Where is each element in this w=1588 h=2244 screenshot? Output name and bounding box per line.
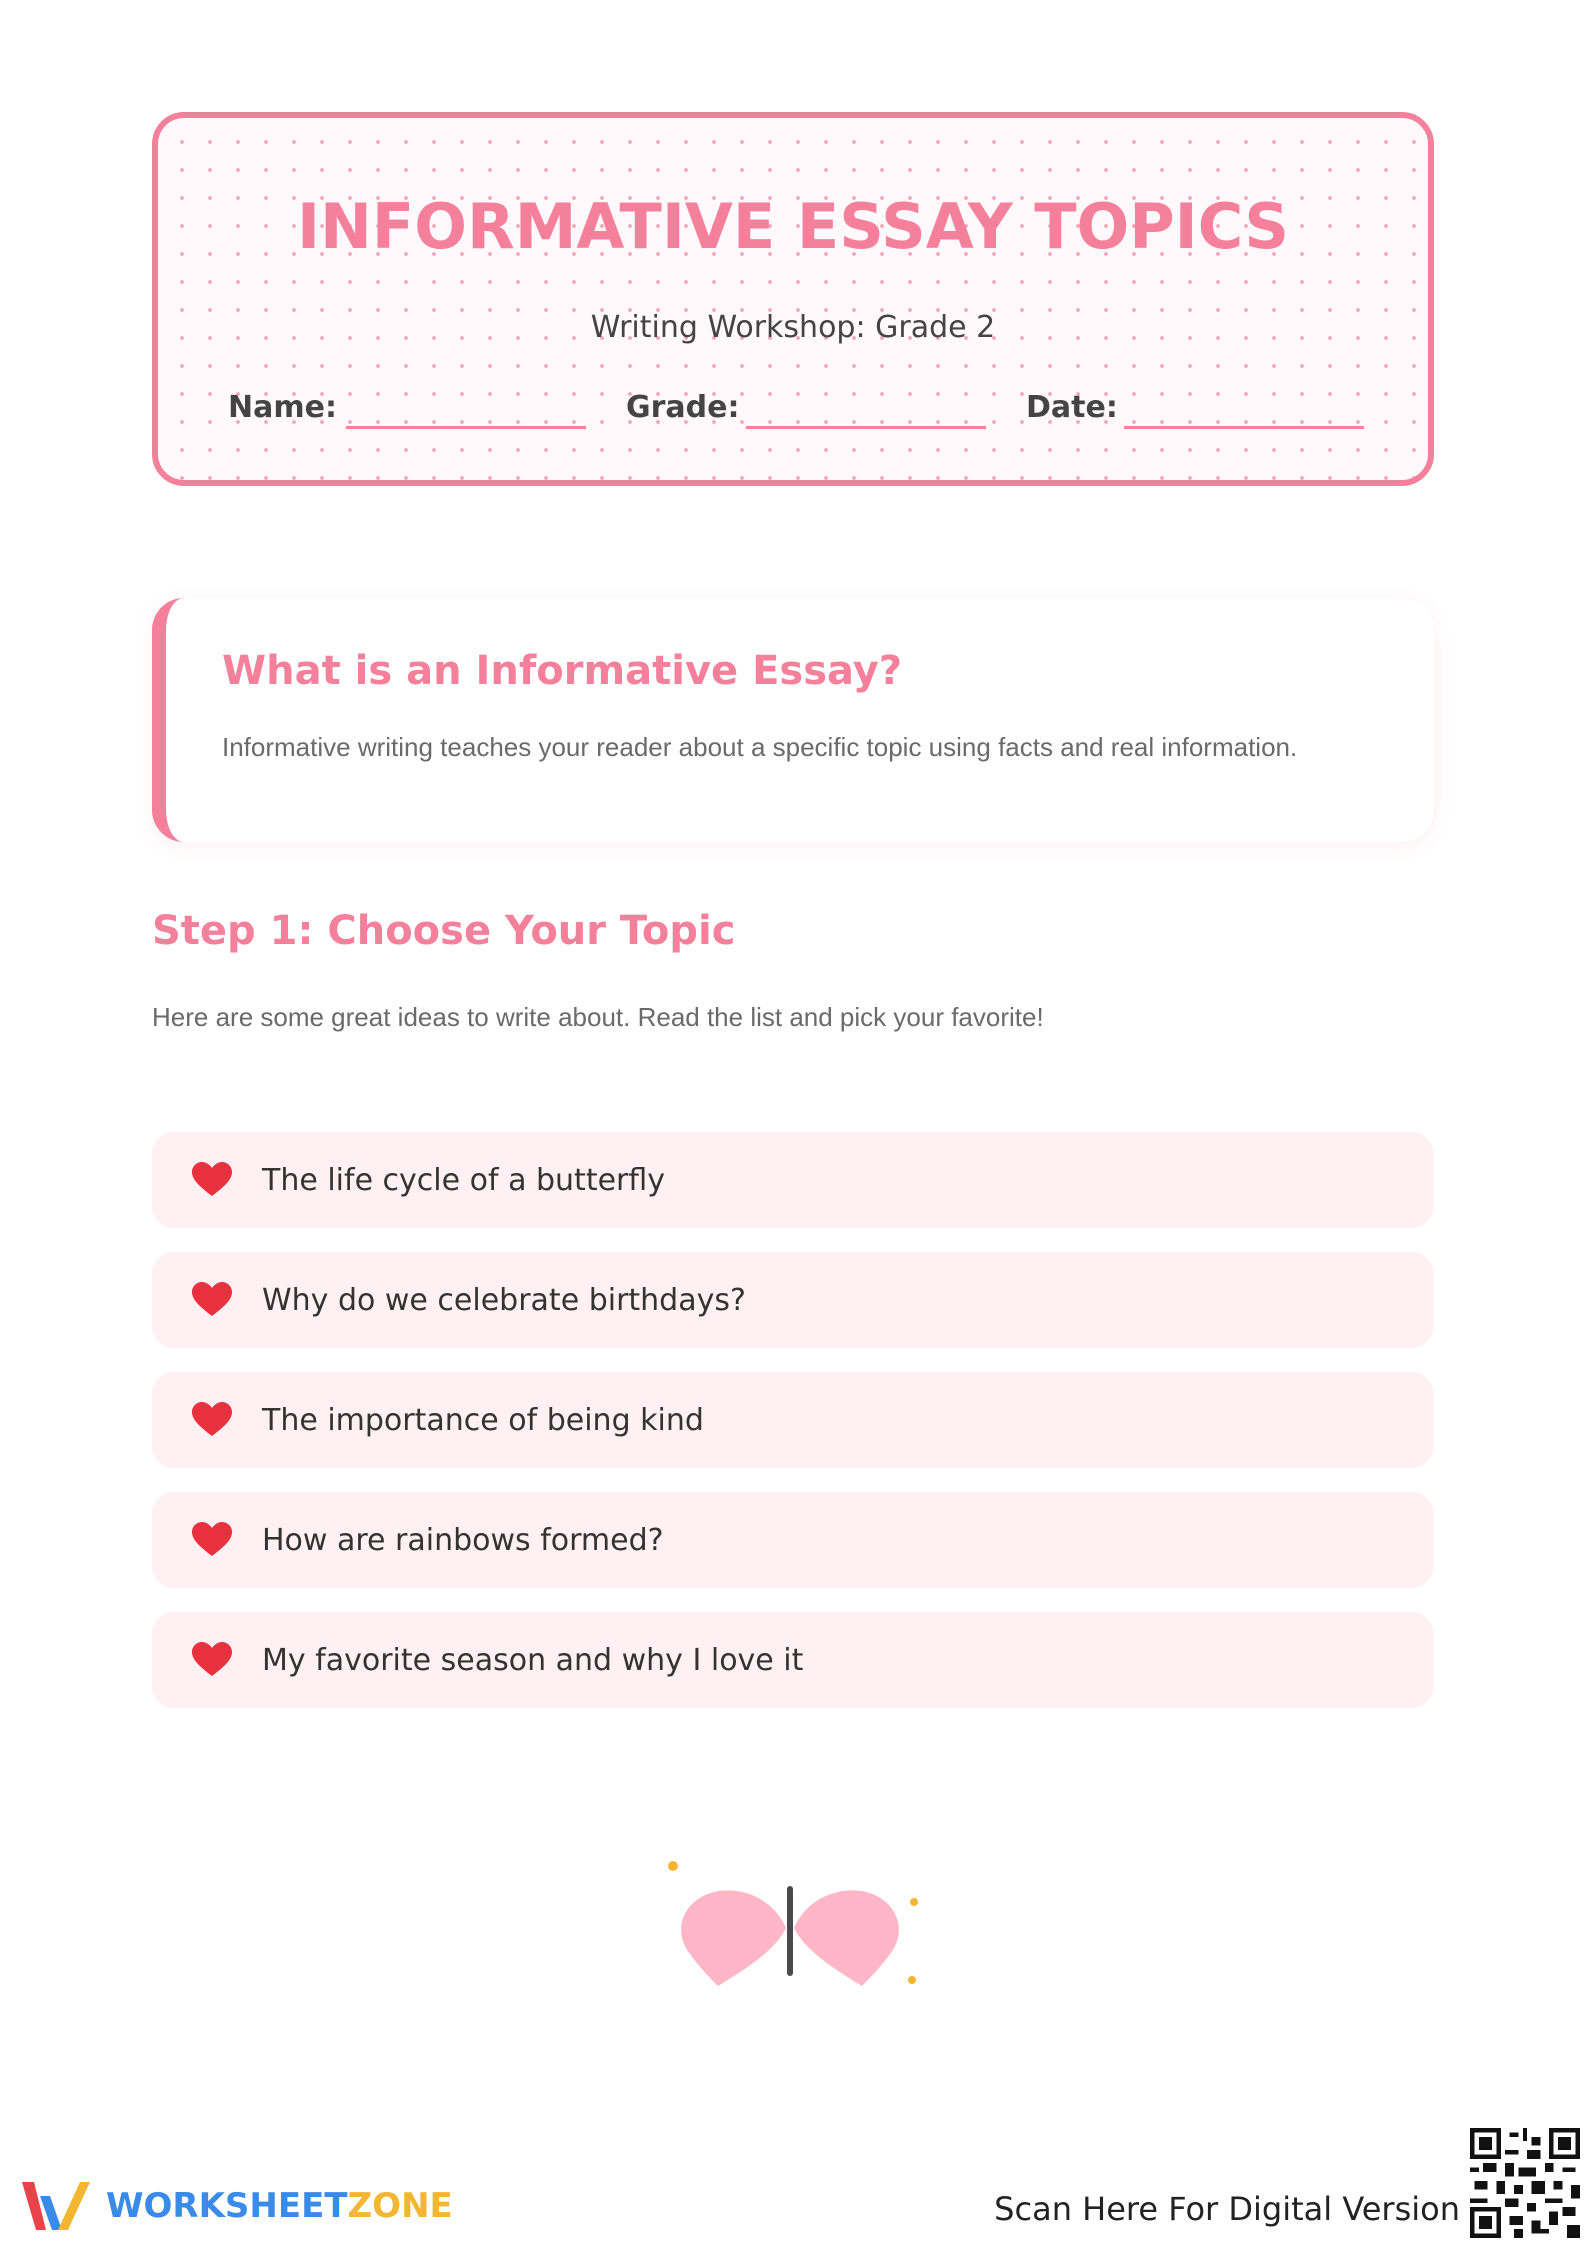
logo-w-icon bbox=[18, 2178, 94, 2234]
topic-item bbox=[152, 1612, 1434, 1708]
page-subtitle: Writing Workshop: Grade 2 bbox=[590, 310, 996, 345]
topic-item bbox=[152, 1252, 1434, 1348]
info-card bbox=[152, 598, 1434, 842]
name-label: Name: bbox=[228, 390, 337, 425]
info-text: Informative writing teaches your reader about a specific topic using facts and real information. bbox=[222, 732, 1298, 762]
topic-item bbox=[152, 1372, 1434, 1468]
header-box bbox=[152, 112, 1434, 486]
topic-text: The life cycle of a butterfly bbox=[262, 1162, 666, 1198]
topic-text: Why do we celebrate birthdays? bbox=[262, 1282, 746, 1318]
topic-list bbox=[152, 1132, 1434, 1732]
step-title: Step 1: Choose Your Topic bbox=[152, 908, 736, 954]
heart-icon bbox=[192, 1402, 232, 1438]
page-title: INFORMATIVE ESSAY TOPICS bbox=[296, 190, 1290, 263]
heart-icon bbox=[192, 1642, 232, 1678]
grade-field[interactable] bbox=[746, 426, 986, 429]
grade-label: Grade: bbox=[626, 390, 740, 425]
heart-icon bbox=[192, 1282, 232, 1318]
date-label: Date: bbox=[1026, 390, 1118, 425]
topic-text: My favorite season and why I love it bbox=[262, 1642, 804, 1678]
topic-item bbox=[152, 1132, 1434, 1228]
topic-text: How are rainbows formed? bbox=[262, 1522, 664, 1558]
logo-text-zone: ZONE bbox=[347, 2186, 453, 2226]
butterfly-illustration bbox=[660, 1850, 920, 2000]
topic-text: The importance of being kind bbox=[262, 1402, 704, 1438]
topic-item bbox=[152, 1492, 1434, 1588]
date-field[interactable] bbox=[1124, 426, 1364, 429]
heart-icon bbox=[192, 1162, 232, 1198]
name-field[interactable] bbox=[346, 426, 586, 429]
qr-code-icon[interactable] bbox=[1470, 2128, 1580, 2238]
worksheetzone-logo[interactable] bbox=[18, 2178, 453, 2234]
logo-text-worksheet: WORKSHEET bbox=[106, 2186, 348, 2226]
scan-instruction: Scan Here For Digital Version bbox=[994, 2190, 1460, 2228]
heart-icon bbox=[192, 1522, 232, 1558]
info-title: What is an Informative Essay? bbox=[222, 648, 903, 694]
step-text: Here are some great ideas to write about. Read the list and pick your favorite! bbox=[152, 1002, 1044, 1032]
